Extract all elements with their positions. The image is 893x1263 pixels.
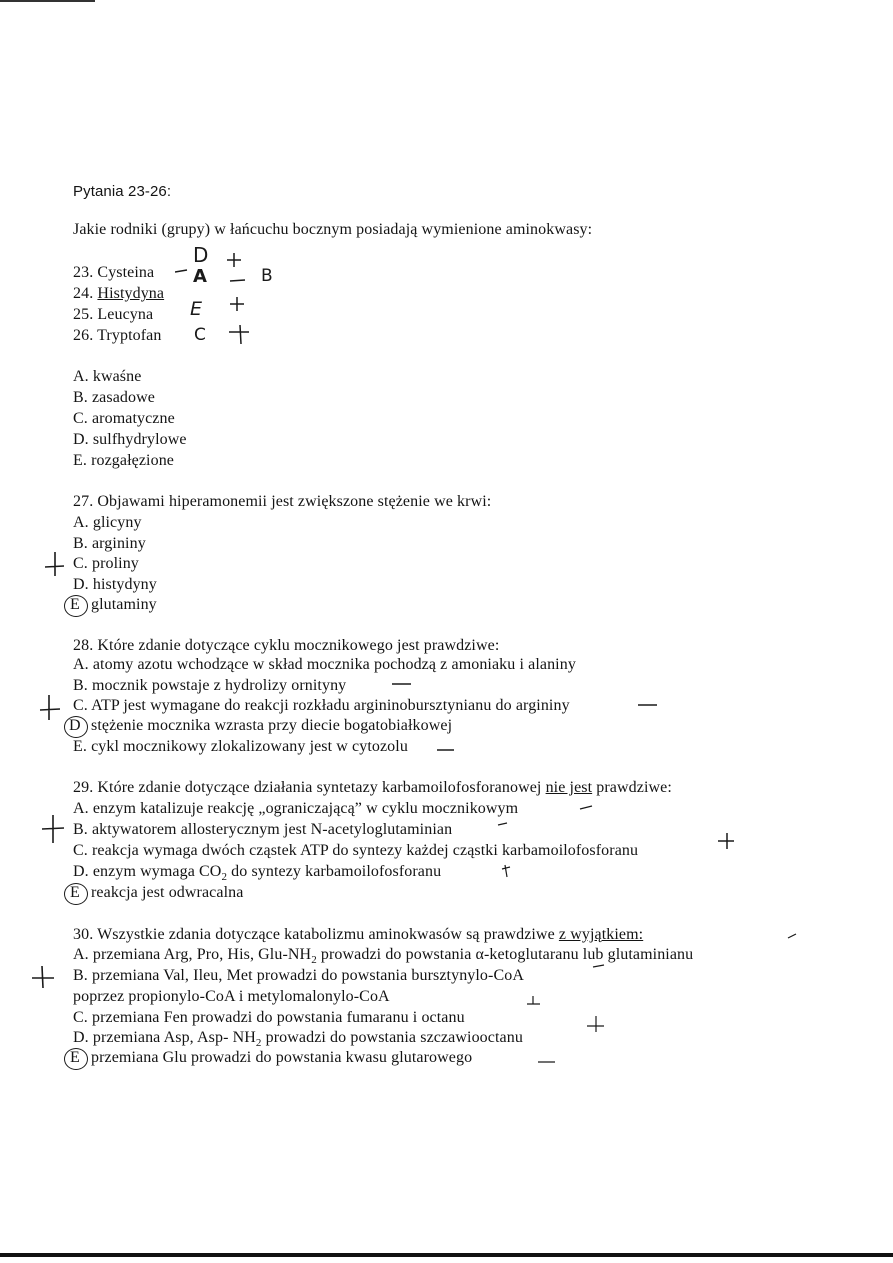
- q27-option-d: D. histydyny: [73, 576, 157, 593]
- handwritten-answer-24: B: [261, 266, 273, 286]
- handwritten-answer-23: A: [193, 266, 207, 287]
- amino-item-25: 25. Leucyna: [73, 306, 154, 323]
- q28-circled-letter: D: [69, 717, 81, 734]
- q29-option-a: A. enzym katalizuje reakcję „ograniczającą” w cyklu mocznikowym: [73, 800, 519, 817]
- amino-item-24: 24. Histydyna: [73, 285, 165, 302]
- q29-question: 29. Które zdanie dotyczące działania syntetazy karbamoilofosforanowej nie jest prawdziwe:: [73, 779, 672, 796]
- q30-question: 30. Wszystkie zdania dotyczące katabolizmu aminokwasów są prawdziwe z wyjątkiem:: [73, 926, 644, 943]
- q27-circled-letter: E: [70, 596, 80, 613]
- q28-option-b: B. mocznik powstaje z hydrolizy ornityny: [73, 677, 347, 694]
- q28-question: 28. Które zdanie dotyczące cyklu mocznikowego jest prawdziwe:: [73, 637, 500, 654]
- scan-edge-top: [0, 0, 95, 2]
- q30-option-d: D. przemiana Asp, Asp- $NH_2$ prowadzi do powstania szczawiooctanu: [73, 1029, 523, 1050]
- q27-question: 27. Objawami hiperamonemii jest zwiększone stężenie we krwi:: [73, 493, 492, 510]
- amino-item-23: 23. Cysteina: [73, 264, 155, 281]
- group-b: B. zasadowe: [73, 389, 155, 406]
- q30-option-b: B. przemiana Val, Ileu, Met prowadzi do powstania bursztynylo-CoA: [73, 967, 524, 984]
- q28-option-c: C. ATP jest wymagane do reakcji rozkładu argininobursztynianu do argininy: [73, 697, 570, 714]
- group-d: D. sulfhydrylowe: [73, 431, 187, 448]
- q27-option-a: A. glicyny: [73, 514, 142, 531]
- q30-option-e: przemiana Glu prowadzi do powstania kwasu glutarowego: [91, 1049, 473, 1066]
- q30-marks: [30, 918, 820, 1068]
- handwritten-marks: [175, 248, 265, 348]
- q28-option-e: E. cykl mocznikowy zlokalizowany jest w cytozolu: [73, 738, 408, 755]
- amino-item-26: 26. Tryptofan: [73, 327, 162, 344]
- q29-option-b: B. aktywatorem allosterycznym jest N-acetyloglutaminian: [73, 821, 453, 838]
- q27-option-c: C. proliny: [73, 555, 139, 572]
- group-a: A. kwaśne: [73, 368, 142, 385]
- q30-option-c: C. przemiana Fen prowadzi do powstania fumaranu i octanu: [73, 1009, 465, 1026]
- q29-option-e: reakcja jest odwracalna: [91, 884, 244, 901]
- q29-option-d: D. enzym wymaga $CO_2$ do syntezy karbamoilofosforanu: [73, 863, 442, 884]
- handwritten-answer-25: E: [190, 298, 203, 320]
- q30-circled-letter: E: [70, 1049, 80, 1066]
- q28-option-a: A. atomy azotu wchodzące w skład mocznika pochodzą z amoniaku i alaniny: [73, 656, 576, 673]
- section-header: Pytania 23-26:: [73, 183, 172, 200]
- q28-marks: [30, 650, 670, 760]
- group-c: C. aromatyczne: [73, 410, 175, 427]
- q30-option-b-continued: poprzez propionylo-CoA i metylomalonylo-CoA: [73, 988, 390, 1005]
- q29-option-c: C. reakcja wymaga dwóch cząstek ATP do syntezy każdej cząstki karbamoilofosforanu: [73, 842, 639, 859]
- group-e: E. rozgałęzione: [73, 452, 174, 469]
- intro-question: Jakie rodniki (grupy) w łańcuchu bocznym posiadają wymienione aminokwasy:: [73, 221, 593, 238]
- q28-option-d: stężenie mocznika wzrasta przy diecie bogatobiałkowej: [91, 717, 453, 734]
- q27-option-b: B. argininy: [73, 535, 146, 552]
- q27-option-e: glutaminy: [91, 596, 157, 613]
- scan-edge-bottom: [0, 1253, 893, 1257]
- handwritten-answer-23-alt: D: [193, 243, 209, 267]
- q27-plus-mark: [42, 548, 68, 578]
- q30-option-a: A. przemiana Arg, Pro, His, Glu-$NH_2$ prowadzi do powstania α-ketoglutaranu lub glutaminianu: [73, 946, 694, 967]
- handwritten-answer-26: C: [194, 325, 206, 345]
- q29-circled-letter: E: [70, 884, 80, 901]
- q29-marks: [36, 795, 736, 885]
